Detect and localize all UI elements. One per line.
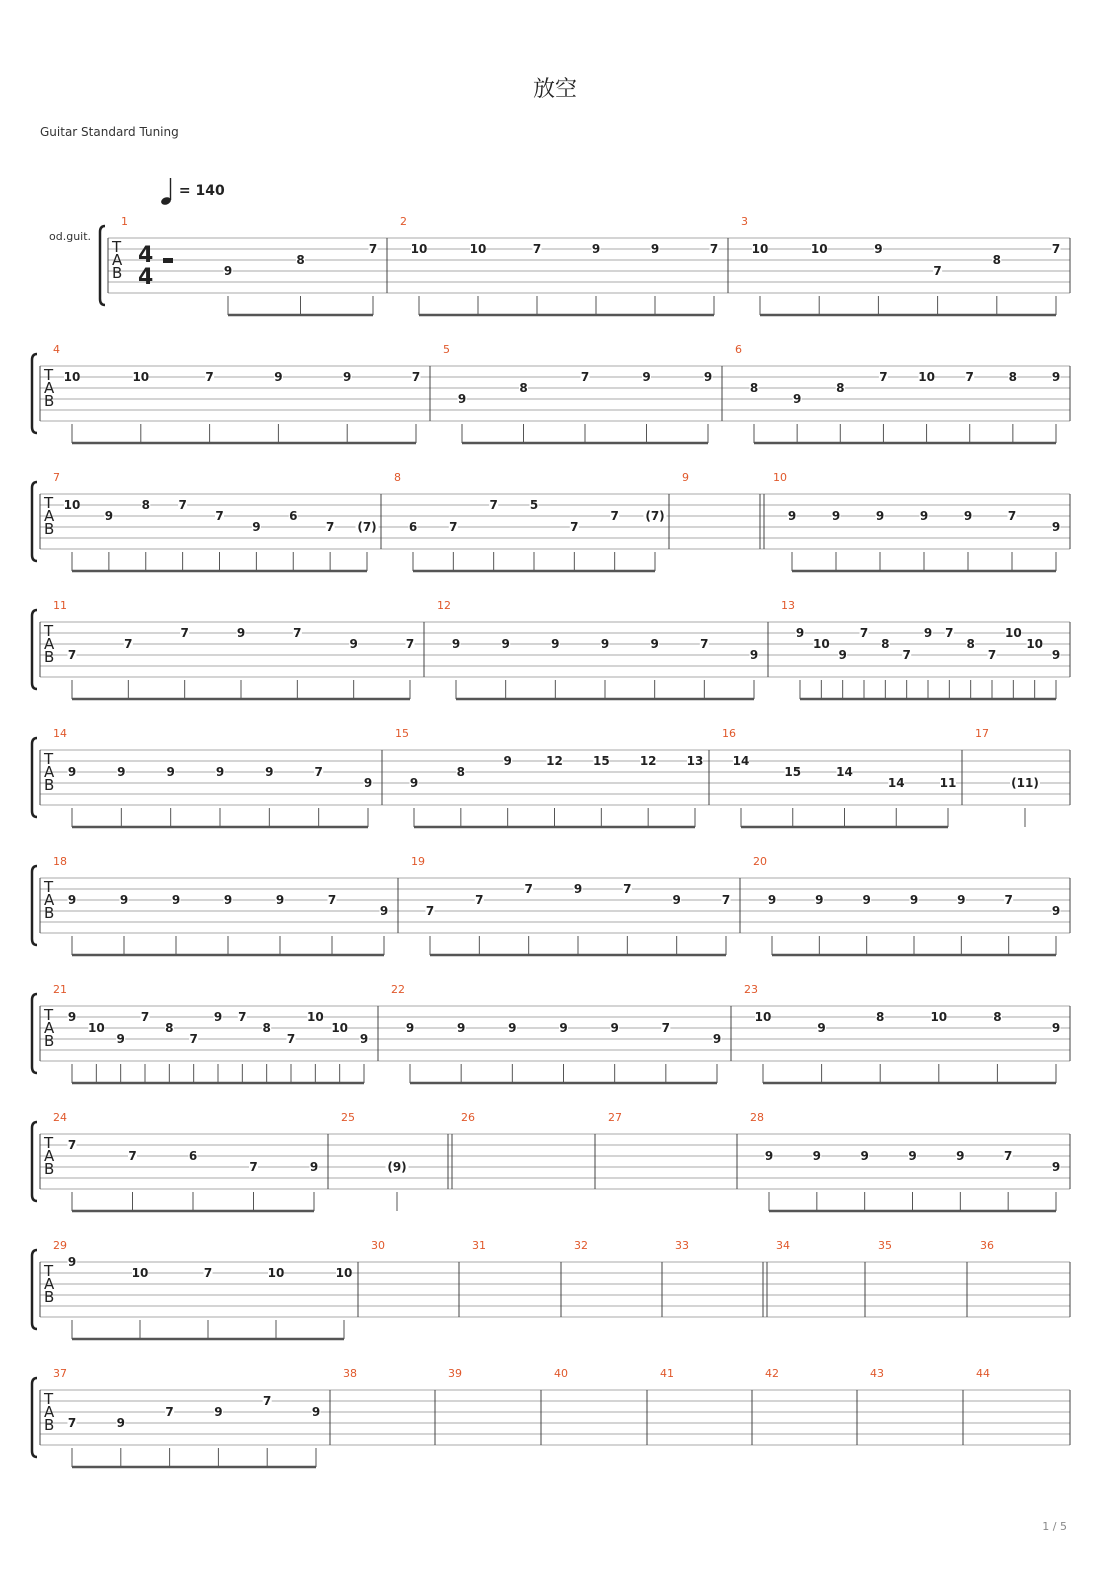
measure-number: 18: [53, 855, 67, 868]
fret-number: 9: [223, 893, 233, 907]
measure-number: 17: [975, 727, 989, 740]
fret-number: 9: [252, 520, 261, 534]
fret-number: 7: [965, 370, 974, 384]
measure-number: 4: [53, 343, 60, 356]
fret-number: 9: [703, 370, 713, 384]
fret-number: 9: [860, 1149, 869, 1163]
fret-number: (9): [387, 1160, 407, 1174]
fret-number: 9: [956, 1149, 965, 1163]
tab-clef-letter: A: [44, 1147, 55, 1165]
fret-number: 9: [171, 893, 181, 907]
fret-number: 9: [875, 509, 885, 523]
fret-number: 7: [205, 370, 214, 384]
measure-number: 11: [53, 599, 67, 612]
measure-number: 36: [980, 1239, 994, 1252]
system-bracket: [32, 1250, 37, 1329]
fret-number: 8: [749, 381, 759, 395]
tab-clef-letter: T: [44, 750, 54, 768]
measure-number: 1: [121, 215, 128, 228]
fret-number: 7: [327, 893, 337, 907]
tab-clef-letter: B: [44, 904, 55, 922]
fret-number: 7: [314, 765, 323, 779]
fret-number: 7: [879, 370, 888, 384]
fret-number: 9: [610, 1021, 619, 1035]
fret-number: 10: [810, 242, 828, 256]
measure-number: 9: [682, 471, 689, 484]
fret-number: 7: [1007, 509, 1017, 523]
fret-number: 15: [784, 765, 802, 779]
fret-number: 7: [124, 637, 133, 651]
fret-number: 10: [132, 370, 150, 384]
tab-clef-letter: T: [112, 238, 122, 256]
fret-number: 8: [296, 253, 305, 267]
fret-number: 10: [1004, 626, 1022, 640]
fret-number: 7: [249, 1160, 258, 1174]
fret-number: 7: [570, 520, 579, 534]
measure-number: 20: [753, 855, 767, 868]
measure-number: 13: [781, 599, 795, 612]
fret-number: 7: [325, 520, 335, 534]
fret-number: 15: [592, 754, 610, 768]
tab-clef-letter: B: [44, 1416, 55, 1434]
fret-number: 9: [119, 893, 129, 907]
fret-number: 9: [817, 1021, 826, 1035]
fret-number: 9: [451, 637, 461, 651]
fret-number: (11): [1011, 776, 1039, 790]
fret-number: 7: [405, 637, 415, 651]
fret-number: 9: [67, 893, 77, 907]
fret-number: 9: [166, 765, 175, 779]
fret-number: 7: [859, 626, 869, 640]
measure-number: 3: [741, 215, 748, 228]
fret-number: 9: [650, 242, 660, 256]
fret-number: 9: [874, 242, 883, 256]
measure-number: 19: [411, 855, 425, 868]
fret-number: 7: [67, 648, 77, 662]
measure-number: 2: [400, 215, 407, 228]
measure-number: 42: [765, 1367, 779, 1380]
measure-number: 39: [448, 1367, 462, 1380]
fret-number: 8: [876, 1010, 885, 1024]
fret-number: 9: [309, 1160, 319, 1174]
fret-number: 9: [1051, 1160, 1061, 1174]
fret-number: 9: [236, 626, 246, 640]
tab-clef-letter: A: [44, 1019, 55, 1037]
fret-number: 9: [591, 242, 601, 256]
fret-number: 7: [449, 520, 458, 534]
fret-number: 9: [503, 754, 512, 768]
fret-number: 9: [749, 648, 759, 662]
measure-number: 44: [976, 1367, 990, 1380]
system-bracket: [32, 866, 37, 945]
fret-number: 7: [411, 370, 421, 384]
page-title: 放空: [532, 77, 577, 102]
fret-number: 9: [1051, 904, 1061, 918]
measure-number: 12: [437, 599, 451, 612]
fret-number: 9: [1051, 648, 1061, 662]
fret-number: 10: [754, 1010, 772, 1024]
fret-number: 8: [836, 381, 845, 395]
system-bracket: [32, 354, 37, 433]
tab-clef-letter: A: [112, 251, 123, 269]
measure-number: 6: [735, 343, 742, 356]
tab-clef-letter: A: [44, 507, 55, 525]
fret-number: 9: [559, 1021, 568, 1035]
fret-number: 9: [379, 904, 389, 918]
fret-number: 9: [908, 1149, 917, 1163]
fret-number: 7: [902, 648, 911, 662]
fret-number: 9: [343, 370, 352, 384]
system-bracket: [32, 482, 37, 561]
fret-number: 7: [580, 370, 590, 384]
fret-number: 9: [223, 264, 233, 278]
fret-number: 9: [812, 1149, 822, 1163]
tab-clef-letter: T: [44, 366, 54, 384]
fret-number: 7: [67, 1416, 77, 1430]
fret-number: 14: [732, 754, 750, 768]
fret-number: 7: [263, 1394, 272, 1408]
fret-number: 9: [1051, 370, 1061, 384]
fret-number: 7: [987, 648, 997, 662]
half-rest: [163, 258, 173, 263]
measure-number: 10: [773, 471, 787, 484]
fret-number: 7: [368, 242, 378, 256]
measure-number: 34: [776, 1239, 790, 1252]
tab-clef-letter: B: [44, 520, 55, 538]
instrument-label: od.guit.: [49, 230, 92, 243]
fret-number: 6: [289, 509, 298, 523]
tab-clef-letter: T: [44, 622, 54, 640]
time-signature-bottom: 4: [138, 265, 154, 290]
fret-number: 10: [335, 1266, 353, 1280]
fret-number: 7: [721, 893, 731, 907]
fret-number: 8: [165, 1021, 174, 1035]
tab-clef-letter: B: [44, 776, 55, 794]
fret-number: 9: [862, 893, 871, 907]
fret-number: 9: [359, 1032, 369, 1046]
fret-number: 9: [650, 637, 659, 651]
fret-number: 7: [1051, 242, 1061, 256]
fret-number: 9: [456, 1021, 466, 1035]
fret-number: 9: [957, 893, 966, 907]
measure-number: 37: [53, 1367, 67, 1380]
fret-number: 7: [700, 637, 709, 651]
fret-number: 9: [672, 893, 681, 907]
fret-number: 10: [410, 242, 428, 256]
fret-number: 9: [457, 392, 467, 406]
fret-number: 9: [909, 893, 919, 907]
fret-number: 9: [712, 1032, 722, 1046]
fret-number: 7: [475, 893, 484, 907]
fret-number: 7: [215, 509, 224, 523]
fret-number: 7: [945, 626, 954, 640]
fret-number: 10: [331, 1021, 349, 1035]
fret-number: 7: [532, 242, 542, 256]
fret-number: 9: [923, 626, 933, 640]
fret-number: 7: [178, 498, 187, 512]
fret-number: 6: [408, 520, 418, 534]
fret-number: 14: [887, 776, 905, 790]
fret-number: 9: [600, 637, 610, 651]
fret-number: 9: [764, 1149, 774, 1163]
fret-number: (7): [645, 509, 665, 523]
fret-number: 9: [116, 1032, 125, 1046]
fret-number: 12: [546, 754, 563, 768]
fret-number: 9: [831, 509, 841, 523]
measure-number: 25: [341, 1111, 355, 1124]
fret-number: 7: [165, 1405, 174, 1419]
fret-number: 10: [267, 1266, 285, 1280]
measure-number: 14: [53, 727, 67, 740]
fret-number: 10: [63, 498, 81, 512]
fret-number: 8: [992, 253, 1001, 267]
fret-number: 9: [792, 392, 802, 406]
fret-number: 7: [203, 1266, 213, 1280]
fret-number: 9: [919, 509, 929, 523]
fret-number: 8: [993, 1010, 1002, 1024]
system-bracket: [32, 1122, 37, 1201]
fret-number: 9: [349, 637, 358, 651]
fret-number: 9: [409, 776, 419, 790]
tab-clef-letter: A: [44, 1275, 55, 1293]
fret-number: 9: [815, 893, 824, 907]
measure-number: 26: [461, 1111, 475, 1124]
system-bracket: [32, 610, 37, 689]
fret-number: 9: [767, 893, 777, 907]
fret-number: 7: [489, 498, 498, 512]
fret-number: 8: [881, 637, 890, 651]
fret-number: 9: [265, 765, 274, 779]
fret-number: 9: [501, 637, 510, 651]
measure-number: 15: [395, 727, 409, 740]
fret-number: 9: [275, 893, 285, 907]
fret-number: 7: [189, 1032, 198, 1046]
fret-number: 9: [213, 1010, 223, 1024]
tab-clef-letter: A: [44, 1403, 55, 1421]
measure-number: 24: [53, 1111, 67, 1124]
measure-number: 40: [554, 1367, 568, 1380]
tab-clef-letter: B: [44, 1032, 55, 1050]
tab-clef-letter: B: [44, 1288, 55, 1306]
fret-number: 9: [214, 1405, 223, 1419]
fret-number: 7: [1004, 893, 1013, 907]
fret-number: 10: [131, 1266, 149, 1280]
system-bracket: [100, 226, 105, 305]
system-bracket: [32, 738, 37, 817]
tuning-label: Guitar Standard Tuning: [40, 125, 179, 139]
measure-number: 16: [722, 727, 736, 740]
measure-number: 27: [608, 1111, 622, 1124]
fret-number: 9: [642, 370, 651, 384]
tab-clef-letter: B: [44, 392, 55, 410]
tab-clef-letter: T: [44, 1390, 54, 1408]
fret-number: 9: [311, 1405, 321, 1419]
fret-number: 8: [966, 637, 975, 651]
measure-number: 41: [660, 1367, 674, 1380]
fret-number: 7: [180, 626, 189, 640]
fret-number: 12: [639, 754, 657, 768]
fret-number: 7: [286, 1032, 296, 1046]
measure-number: 23: [744, 983, 758, 996]
measure-number: 29: [53, 1239, 67, 1252]
fret-number: 7: [140, 1010, 150, 1024]
tab-clef-letter: T: [44, 1134, 54, 1152]
fret-number: 5: [529, 498, 539, 512]
tab-clef-letter: A: [44, 763, 55, 781]
fret-number: 9: [787, 509, 797, 523]
fret-number: (7): [357, 520, 377, 534]
tab-clef-letter: T: [44, 1262, 54, 1280]
tab-clef-letter: A: [44, 379, 55, 397]
time-signature-top: 4: [138, 243, 154, 268]
measure-number: 38: [343, 1367, 357, 1380]
fret-number: 8: [1008, 370, 1018, 384]
fret-number: 7: [610, 509, 619, 523]
fret-number: 9: [274, 370, 283, 384]
fret-number: 7: [524, 882, 533, 896]
fret-number: 14: [836, 765, 853, 779]
fret-number: 9: [573, 882, 583, 896]
page-number: 1 / 5: [1042, 1520, 1067, 1533]
fret-number: 7: [67, 1138, 77, 1152]
fret-number: 6: [188, 1149, 198, 1163]
measure-number: 5: [443, 343, 450, 356]
measure-number: 28: [750, 1111, 764, 1124]
fret-number: 11: [939, 776, 957, 790]
fret-number: 9: [1051, 520, 1061, 534]
measure-number: 32: [574, 1239, 588, 1252]
measure-number: 33: [675, 1239, 689, 1252]
measure-number: 43: [870, 1367, 884, 1380]
measure-number: 22: [391, 983, 405, 996]
tab-clef-letter: B: [112, 264, 123, 282]
fret-number: 10: [63, 370, 81, 384]
fret-number: 10: [306, 1010, 324, 1024]
fret-number: 10: [751, 242, 769, 256]
fret-number: 7: [1003, 1149, 1013, 1163]
tab-clef-letter: B: [44, 1160, 55, 1178]
fret-number: 10: [930, 1010, 948, 1024]
measure-number: 21: [53, 983, 67, 996]
tab-clef-letter: A: [44, 635, 55, 653]
fret-number: 7: [661, 1021, 671, 1035]
fret-number: 9: [215, 765, 225, 779]
system-bracket: [32, 994, 37, 1073]
tab-clef-letter: A: [44, 891, 55, 909]
fret-number: 10: [469, 242, 487, 256]
fret-number: 9: [838, 648, 847, 662]
fret-number: 9: [363, 776, 373, 790]
fret-number: 9: [116, 1416, 125, 1430]
fret-number: 9: [508, 1021, 517, 1035]
measure-number: 7: [53, 471, 60, 484]
system-bracket: [32, 1378, 37, 1457]
fret-number: 8: [141, 498, 150, 512]
fret-number: 9: [104, 509, 114, 523]
fret-number: 7: [128, 1149, 137, 1163]
tab-clef-letter: B: [44, 648, 55, 666]
measure-number: 31: [472, 1239, 486, 1252]
tab-clef-letter: T: [44, 494, 54, 512]
fret-number: 7: [238, 1010, 247, 1024]
fret-number: 9: [67, 1010, 77, 1024]
fret-number: 9: [67, 765, 77, 779]
fret-number: 10: [1026, 637, 1044, 651]
fret-number: 7: [933, 264, 942, 278]
tempo-value: = 140: [178, 183, 225, 199]
fret-number: 10: [812, 637, 830, 651]
fret-number: 10: [918, 370, 935, 384]
fret-number: 9: [1051, 1021, 1061, 1035]
fret-number: 7: [425, 904, 435, 918]
fret-number: 9: [405, 1021, 415, 1035]
tab-clef-letter: T: [44, 1006, 54, 1024]
fret-number: 9: [795, 626, 805, 640]
fret-number: 10: [87, 1021, 105, 1035]
fret-number: 9: [117, 765, 126, 779]
measure-number: 8: [394, 471, 401, 484]
fret-number: 7: [709, 242, 719, 256]
fret-number: 8: [519, 381, 528, 395]
fret-number: 9: [67, 1255, 77, 1269]
measure-number: 30: [371, 1239, 385, 1252]
fret-number: 13: [686, 754, 704, 768]
measure-number: 35: [878, 1239, 892, 1252]
fret-number: 8: [262, 1021, 271, 1035]
fret-number: 7: [623, 882, 632, 896]
fret-number: 9: [963, 509, 973, 523]
tab-clef-letter: T: [44, 878, 54, 896]
fret-number: 7: [293, 626, 302, 640]
fret-number: 9: [551, 637, 560, 651]
fret-number: 8: [456, 765, 466, 779]
